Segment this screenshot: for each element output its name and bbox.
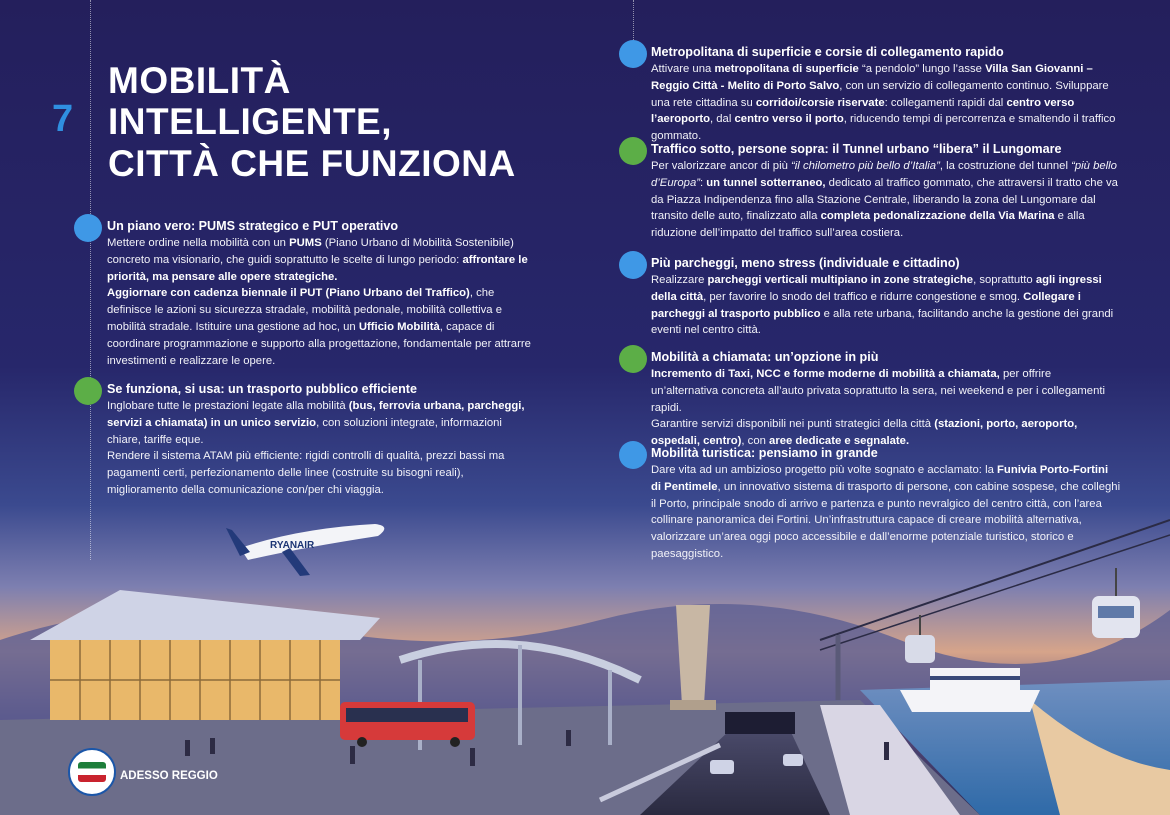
station-building — [30, 590, 380, 720]
cruise-ship — [900, 690, 1040, 712]
section-heading: Mobilità turistica: pensiamo in grande — [651, 446, 878, 460]
bullet-dot — [619, 40, 647, 68]
section-left-1 — [107, 381, 535, 499]
section-right-3 — [651, 349, 1121, 450]
title-line: MOBILITÀ — [108, 60, 291, 101]
svg-text:RYANAIR: RYANAIR — [270, 540, 315, 551]
bullet-dot — [619, 137, 647, 165]
title-line: CITTÀ CHE FUNZIONA — [108, 142, 516, 184]
section-body: Attivare una metropolitana di superficie “a pendolo” lungo l’asse Villa San Giovanni – Reggio Città - Melito di Porto Salvo, con un servizio di collegamento continuo. Sviluppare una rete cittadina su corridoi/corsie riservate: collegamenti rapidi dal centro verso l’aeroporto, dal centro verso il porto, riducendo tempi di percorrenza e smaltendo il traffico gommato. — [651, 63, 1116, 143]
section-heading: Più parcheggi, meno stress (individuale e cittadino) — [651, 256, 960, 270]
section-right-2 — [651, 255, 1121, 339]
tunnel-entrance — [725, 712, 795, 734]
brand-name: ADESSO REGGIO — [120, 770, 218, 782]
section-number: 7 — [52, 98, 74, 140]
section-heading: Un piano vero: PUMS strategico e PUT operativo — [107, 219, 399, 233]
section-body: Incremento di Taxi, NCC e forme moderne di mobilità a chiamata, per offrire un’alternativa concreta all’auto privata soprattutto la sera, nei weekend e per i collegamenti rapidi. Garantire servizi disponibili nei punti strategici della città (stazioni, porto, aeroporto, ospedali, centro), con aree dedicate e segnalate. — [651, 368, 1106, 448]
page-title — [108, 60, 538, 184]
section-body: Dare vita ad un ambizioso progetto più volte sognato e acclamato: la Funivia Porto-Fortini di Pentimele, un innovativo sistema di trasporto di persone, con cabine sospese, che colleghi il Porto, principale snodo di arrivo e partenza e punto nevralgico del centro città, con l’area collinare panoramica dei Fortini. Un’infrastruttura capace di creare mobilità alternativa, valorizzare un’area oggi poco accessibile e dall’enorme potenziale turistico, storico e paesaggistico. — [651, 464, 1121, 560]
section-heading: Se funziona, si usa: un trasporto pubblico efficiente — [107, 382, 417, 396]
section-body: Realizzare parcheggi verticali multipiano in zone strategiche, soprattutto agli ingressi della città, per favorire lo snodo del traffico e ridurre congestione e smog. Collegare i parcheggi al trasporto pubblico e alla rete urbana, facilitando anche la gestione dei grandi eventi nel centro città. — [651, 274, 1114, 337]
section-body: Mettere ordine nella mobilità con un PUMS (Piano Urbano di Mobilità Sostenibile) concreto ma visionario, che guidi soprattutto le scelte di lungo periodo: affrontare le priorità, ma pensare alle opere strategiche. Aggiornare con cadenza biennale il PUT (Piano Urbano del Traffico), che definisce le azioni su sicurezza stradale, mobilità pedonale, mobilità collettiva e mobilità stradale. Istituire una gestione ad hoc, un Ufficio Mobilità, capace di coordinare programmazione e supporto alla progettazione, fondamentale per attrarre investimenti e realizzare le opere. — [107, 237, 531, 367]
bullet-dot — [619, 251, 647, 279]
section-body: Per valorizzare ancor di più “il chilometro più bello d’Italia”, la costruzione del tunnel “più bello d’Europa”: un tunnel sotterraneo, dedicato al traffico gommato, che attraversi il tratto che va da Piazza Indipendenza fino alla Stazione Centrale, liberando la zona del Lungomare dal transito delle auto, finalizzato alla completa pedonalizzazione della Via Marina e alla riduzione dell’impatto del traffico sull’area costiera. — [651, 160, 1118, 240]
section-right-1 — [651, 141, 1121, 242]
section-heading: Mobilità a chiamata: un’opzione in più — [651, 350, 879, 364]
title-line: INTELLIGENTE, — [108, 101, 392, 143]
section-heading: Metropolitana di superficie e corsie di collegamento rapido — [651, 45, 1004, 59]
section-right-0 — [651, 44, 1121, 145]
airplane — [226, 524, 384, 576]
section-right-4 — [651, 445, 1121, 563]
section-body: Inglobare tutte le prestazioni legate alla mobilità (bus, ferrovia urbana, parcheggi, servizi a chiamata) in un unico servizio, con soluzioni integrate, informazioni chiare, tariffe eque. Rendere il sistema ATAM più efficiente: rigidi controlli di qualità, prezzi bassi ma pagamenti certi, perfezionamento delle linee (costruite su bisogni reali), miglioramento della comunicazione con/per chi viaggia. — [107, 400, 525, 496]
bullet-dot — [619, 345, 647, 373]
bullet-dot — [74, 214, 102, 242]
bullet-dot — [74, 377, 102, 405]
section-heading: Traffico sotto, persone sopra: il Tunnel urbano “libera” il Lungomare — [651, 142, 1062, 156]
forza-italia-logo — [68, 748, 116, 796]
bullet-dot — [619, 441, 647, 469]
section-left-0 — [107, 218, 535, 369]
